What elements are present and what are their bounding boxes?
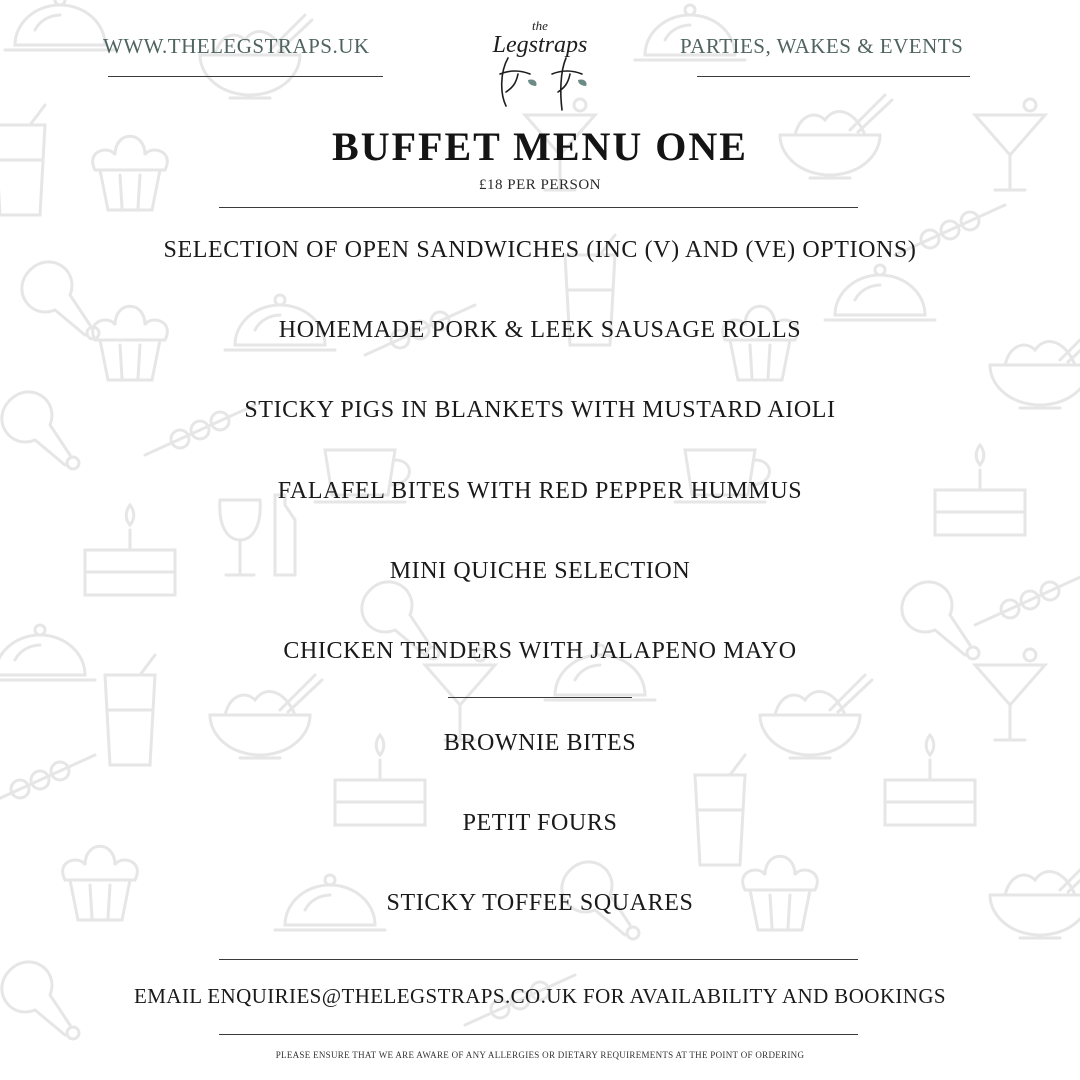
menu-item: MINI QUICHE SELECTION [389, 558, 691, 584]
logo-text-main: Legstraps [492, 32, 588, 58]
footer-top-rule [219, 959, 858, 960]
menu-item: PETIT FOURS [462, 810, 618, 836]
menu-item: CHICKEN TENDERS WITH JALAPENO MAYO [283, 638, 797, 664]
website-link[interactable]: WWW.THELEGSTRAPS.UK [103, 34, 370, 58]
footer-bottom-rule [219, 1034, 858, 1035]
legstraps-logo-icon [470, 14, 610, 114]
menu-item: STICKY PIGS IN BLANKETS WITH MUSTARD AIOLI [244, 397, 836, 423]
tagline: PARTIES, WAKES & EVENTS [680, 34, 964, 58]
title-rule [219, 207, 858, 208]
menu-item: FALAFEL BITES WITH RED PEPPER HUMMUS [277, 478, 803, 504]
contact-email-text[interactable]: EMAIL ENQUIRIES@THELEGSTRAPS.CO.UK FOR AVAILABILITY AND BOOKINGS [133, 984, 947, 1008]
menu-title: BUFFET MENU ONE [332, 124, 748, 169]
header-left-rule [108, 76, 383, 77]
section-divider [448, 697, 632, 698]
menu-item: STICKY TOFFEE SQUARES [386, 890, 694, 916]
logo-text-small: the [532, 18, 548, 33]
menu-item: HOMEMADE PORK & LEEK SAUSAGE ROLLS [278, 317, 802, 343]
header-right-rule [697, 76, 970, 77]
menu-price: £18 PER PERSON [478, 177, 602, 193]
allergy-note: PLEASE ENSURE THAT WE ARE AWARE OF ANY ALLERGIES OR DIETARY REQUIREMENTS AT THE POINT OF ORDERING [275, 1050, 805, 1060]
menu-item: BROWNIE BITES [443, 730, 637, 756]
menu-item: SELECTION OF OPEN SANDWICHES (INC (V) AND (VE) OPTIONS) [163, 237, 917, 263]
